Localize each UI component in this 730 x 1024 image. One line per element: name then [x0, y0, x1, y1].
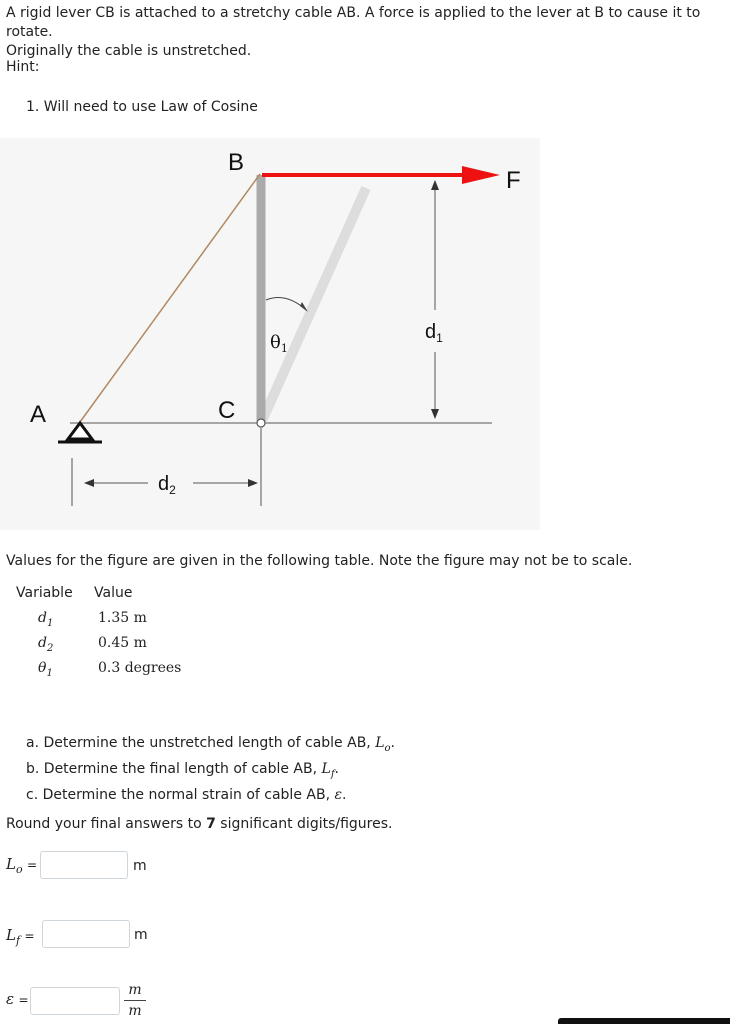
- theta-arc-head: [300, 302, 308, 312]
- table-row-value: 0.3 degrees: [98, 660, 182, 676]
- table-row-var: $d_1$: [38, 610, 54, 629]
- rounding-instruction: Round your final answers to 7 significant digits/figures.: [6, 816, 393, 832]
- lf-unit: m: [134, 927, 148, 943]
- hint-label: Hint:: [6, 59, 40, 75]
- pin-c: [257, 419, 265, 427]
- label-a: A: [30, 401, 47, 428]
- label-f: F: [506, 167, 521, 194]
- intro-line-1: A rigid lever CB is attached to a stretchy cable AB. A force is applied to the lever at B to cause it to rotate.: [6, 5, 701, 40]
- d2-arrow-left: [84, 479, 94, 487]
- home-indicator-bar: [558, 1018, 730, 1024]
- table-row-var: $d_2$: [38, 635, 54, 654]
- lf-label: $L_f$ =: [6, 926, 35, 947]
- d1-arrow-down: [431, 409, 439, 419]
- cable-ab: [80, 174, 260, 422]
- label-d2: $d_2$: [158, 473, 176, 497]
- hint-item-1: 1. Will need to use Law of Cosine: [26, 99, 258, 115]
- table-row-value: 0.45 m: [98, 635, 147, 651]
- question-c: c. Determine the normal strain of cable AB, ε.: [26, 786, 347, 803]
- support-a-triangle: [68, 423, 92, 439]
- question-b: b. Determine the final length of cable AB, $L_f$.: [26, 760, 339, 780]
- intro-line-2: Originally the cable is unstretched.: [6, 43, 252, 59]
- eps-label: ε =: [6, 990, 29, 1008]
- lf-input[interactable]: [42, 920, 130, 948]
- d2-arrow-right: [248, 479, 258, 487]
- header-variable: Variable: [16, 585, 73, 601]
- table-row-value: 1.35 m: [98, 610, 147, 626]
- lever-figure: [0, 138, 540, 530]
- label-c: C: [218, 397, 236, 424]
- lo-unit: m: [133, 858, 147, 874]
- lever-diagram: [0, 138, 540, 530]
- eps-unit-den: m: [128, 1003, 142, 1019]
- label-d1: $d_1$: [425, 321, 443, 345]
- question-a: a. Determine the unstretched length of cable AB, $L_o$.: [26, 735, 395, 754]
- eps-unit-num: m: [128, 982, 142, 998]
- d1-arrow-up: [431, 180, 439, 190]
- rotated-lever: [262, 188, 366, 421]
- problem-statement: [6, 4, 726, 61]
- lo-input[interactable]: [40, 851, 128, 879]
- figure-note: Values for the figure are given in the following table. Note the figure may not be to scale.: [6, 553, 633, 569]
- force-arrowhead: [462, 166, 500, 184]
- lo-label: $L_o$ =: [6, 855, 38, 876]
- question-list: [26, 733, 395, 805]
- table-row-var: $\theta_1$: [38, 660, 53, 679]
- eps-input[interactable]: [30, 987, 120, 1015]
- eps-unit: [124, 982, 146, 1019]
- label-b: B: [228, 149, 245, 176]
- label-theta1: $\theta_1$: [270, 332, 288, 355]
- theta-arc: [266, 298, 306, 310]
- header-value: Value: [94, 585, 133, 601]
